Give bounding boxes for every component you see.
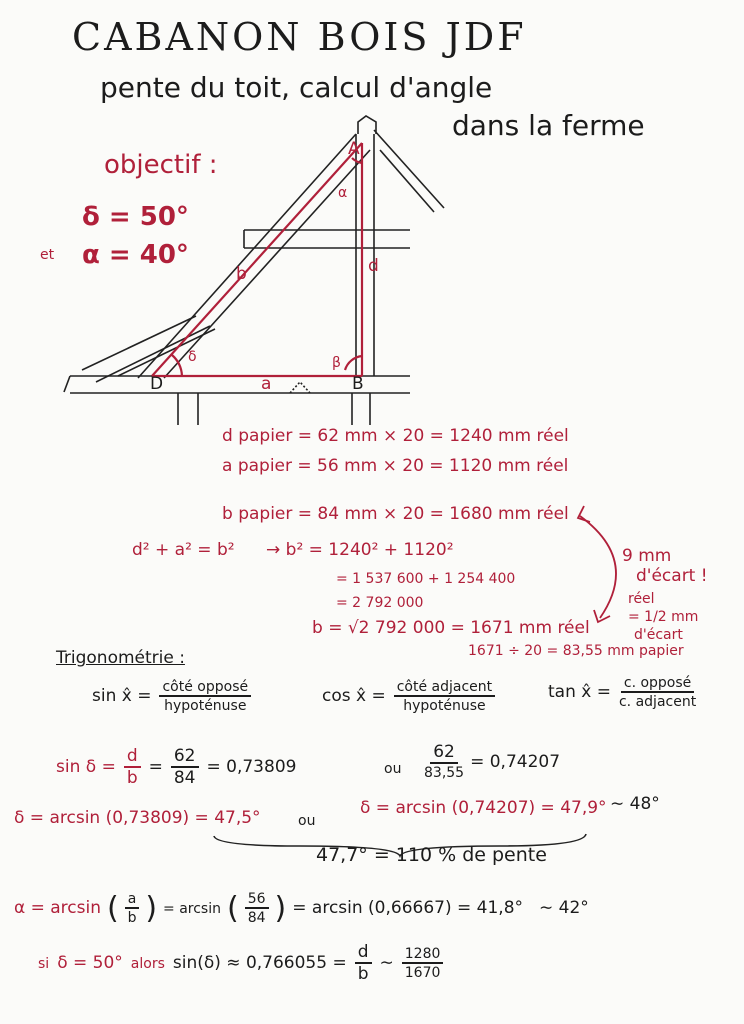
- objectif-label: objectif :: [104, 150, 218, 180]
- alpha-approx-42: ∼ 42°: [539, 898, 589, 918]
- delta-arcsin-1: δ = arcsin (0,73809) = 47,5°: [14, 808, 261, 828]
- measure-a: a papier = 56 mm × 20 = 1120 mm réel: [222, 456, 569, 476]
- sin-result: sin(δ) ≈ 0,766055 =: [172, 953, 347, 973]
- alpha-mid: = arcsin: [163, 900, 221, 917]
- trigo-sin-num: côté opposé: [159, 680, 251, 697]
- alpha-label: α = arcsin: [14, 898, 101, 918]
- trigo-tan-den: c. adjacent: [618, 694, 697, 710]
- objectif-delta: δ = 50°: [82, 202, 189, 232]
- note-line-2: d'écart !: [636, 566, 708, 586]
- alpha-end: = arcsin (0,66667) = 41,8°: [292, 898, 524, 918]
- trigo-cos-num: côté adjacent: [394, 680, 495, 697]
- sin-delta-r1: = 0,73809: [206, 757, 297, 777]
- trigo-tan-label: tan x̂ =: [548, 682, 611, 702]
- label-beta: β: [332, 355, 341, 371]
- si-approx: ∼: [379, 953, 394, 973]
- pythagore-line-4: b = √2 792 000 = 1671 mm réel: [312, 618, 590, 638]
- alpha-g1-den: b: [127, 910, 137, 926]
- label-B: B: [352, 374, 364, 394]
- sin-delta-f1-den: b: [126, 768, 138, 788]
- objectif-et: et: [40, 247, 55, 263]
- si-label: si: [38, 955, 50, 972]
- trigo-cos-label: cos x̂ =: [322, 686, 386, 706]
- trigo-sin-label: sin x̂ =: [92, 686, 152, 706]
- sin-delta-ou: ou: [384, 761, 402, 777]
- note-line-3: réel: [628, 591, 655, 607]
- pythagore-equation: d² + a² = b²: [132, 540, 235, 560]
- label-a: a: [261, 374, 272, 394]
- trigo-sin-den: hypoténuse: [164, 698, 247, 714]
- delta-approx-48: ∼ 48°: [610, 794, 660, 814]
- sin-delta-label: sin δ =: [56, 757, 116, 777]
- subtitle-line-1: pente du toit, calcul d'angle: [100, 71, 493, 104]
- si-delta-line: [38, 944, 443, 983]
- pythagore-line-5: 1671 ÷ 20 = 83,55 mm papier: [468, 643, 684, 659]
- alpha-g2-num: 56: [245, 892, 269, 909]
- note-line-1: 9 mm: [622, 546, 672, 566]
- alors-label: alors: [130, 955, 165, 972]
- note-line-4: = 1/2 mm: [628, 609, 699, 625]
- alpha-g1-num: a: [125, 892, 140, 909]
- note-line-5: d'écart: [634, 627, 683, 643]
- pente-result: 47,7° = 110 % de pente: [316, 844, 547, 866]
- label-b: b: [236, 264, 247, 284]
- si-h2-den: 1670: [404, 965, 441, 981]
- alpha-g2-den: 84: [247, 910, 266, 926]
- delta-arcsin-2: δ = arcsin (0,74207) = 47,9°: [360, 798, 607, 818]
- measure-d: d papier = 62 mm × 20 = 1240 mm réel: [222, 426, 569, 446]
- pythagore-line-3: = 2 792 000: [336, 595, 424, 611]
- sin-delta-f2-den: 84: [173, 768, 196, 788]
- sin-delta-f2-num: 62: [171, 748, 199, 768]
- measure-b: b papier = 84 mm × 20 = 1680 mm réel: [222, 504, 569, 524]
- si-h2-num: 1280: [402, 947, 444, 964]
- sin-delta-eq: =: [148, 757, 163, 777]
- label-delta: δ: [188, 349, 197, 365]
- alpha-calc: α = arcsin ( $\frac{a}{b}$ ) = arcsin ( $\frac{56}{84}$ ) = arcsin (0,66667) = 41,8° ∼ 42°: [14, 890, 589, 926]
- si-h1-num: d: [355, 944, 372, 964]
- trigo-heading: Trigonométrie :: [56, 648, 185, 668]
- sin-delta-r2: = 0,74207: [470, 751, 561, 772]
- sin-delta-f1-num: d: [124, 748, 141, 768]
- si-h1-den: b: [357, 964, 369, 984]
- page-title: CABANON BOIS JDF: [72, 15, 527, 59]
- sin-delta-f3-num: 62: [430, 744, 458, 764]
- label-d: d: [368, 256, 379, 276]
- trigo-cos-den: hypoténuse: [403, 698, 486, 714]
- subtitle-line-2: dans la ferme: [452, 109, 645, 142]
- label-alpha: α: [338, 185, 348, 201]
- si-delta: δ = 50°: [57, 953, 123, 973]
- pythagore-line-2: = 1 537 600 + 1 254 400: [336, 571, 516, 587]
- delta-ou: ou: [298, 813, 316, 829]
- objectif-alpha: α = 40°: [82, 240, 189, 270]
- trigo-tan-num: c. opposé: [621, 676, 694, 693]
- label-D: D: [150, 374, 164, 394]
- label-A: A: [348, 139, 360, 159]
- sin-delta-f3-den: 83,55: [424, 765, 465, 781]
- pythagore-b-squared: → b² = 1240² + 1120²: [266, 540, 454, 560]
